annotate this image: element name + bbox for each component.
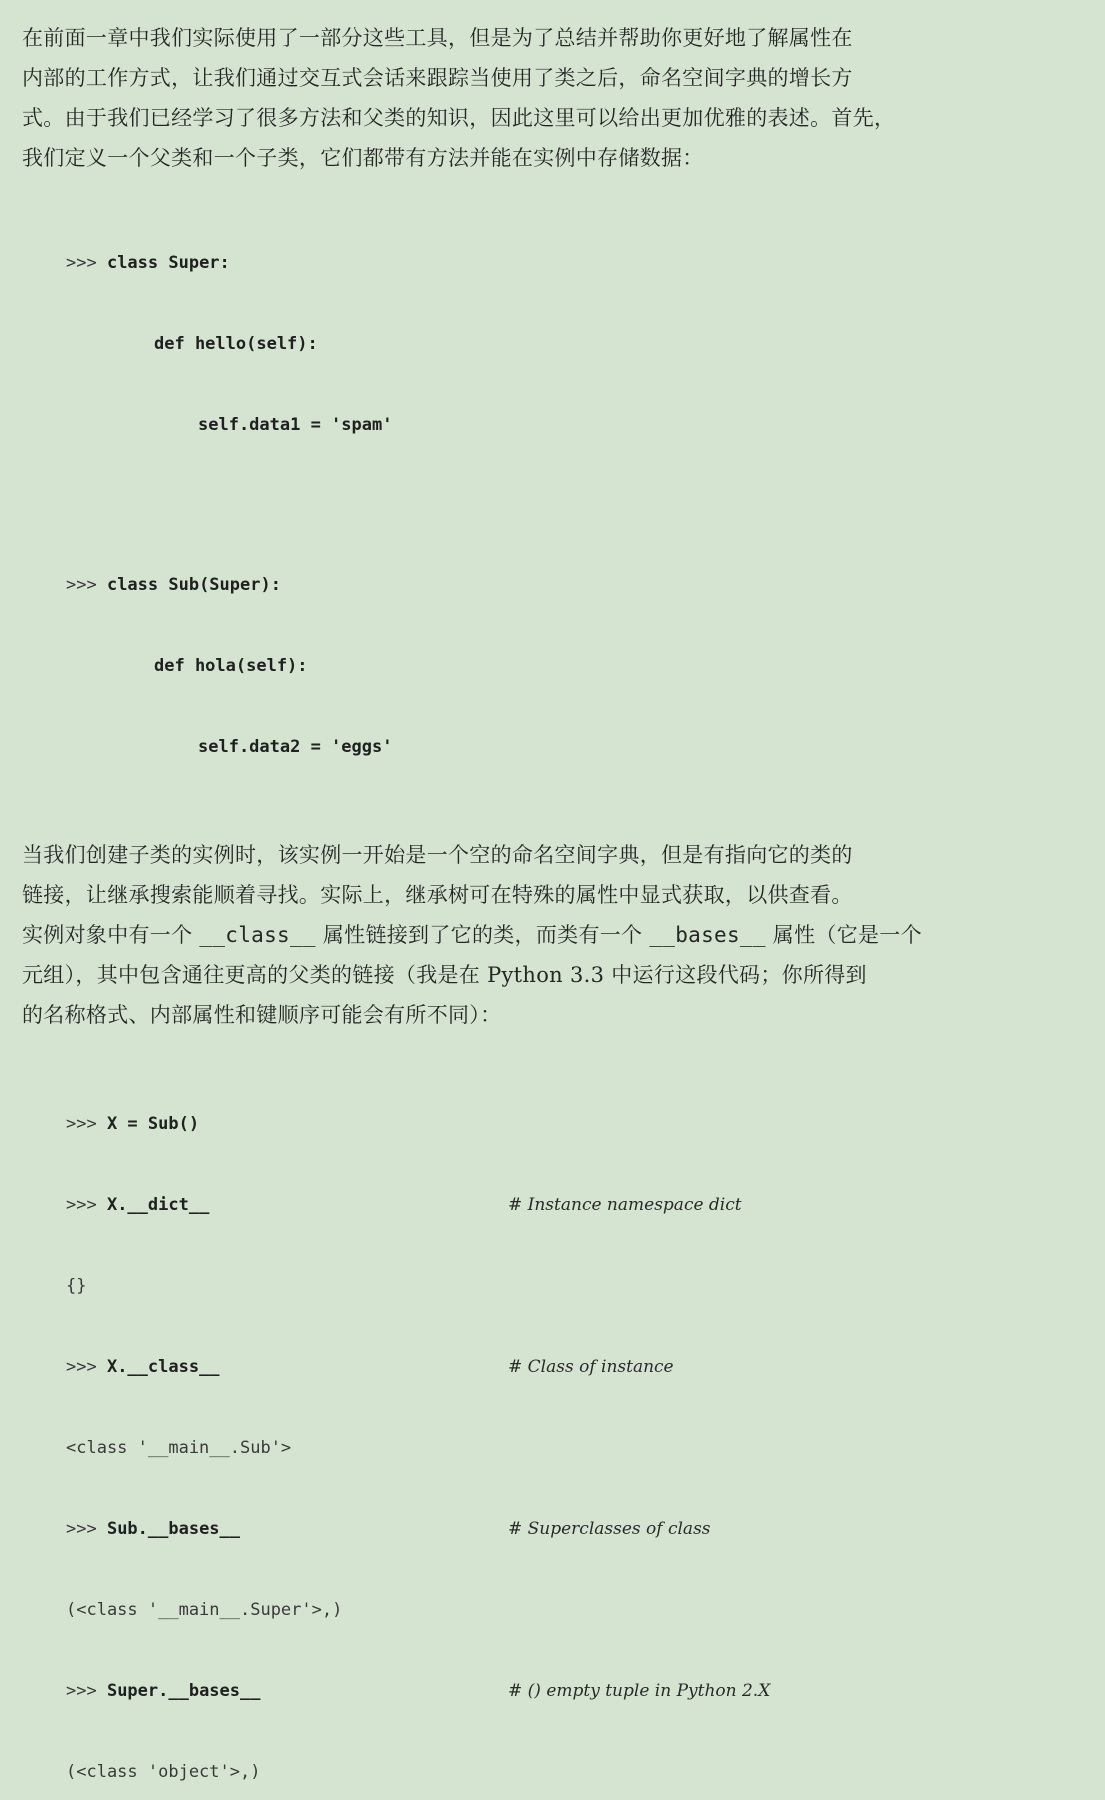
repl-prompt: >>> <box>66 1195 107 1215</box>
repl-prompt: >>> <box>66 1519 107 1539</box>
code-output-line <box>66 1597 1077 1624</box>
code-text: def hello(self): <box>154 334 318 354</box>
paragraph-line: 元组），其中包含通往更高的父类的链接（我是在 Python 3.3 中运行这段代码；你所得到 <box>22 963 867 987</box>
code-line <box>66 412 1077 439</box>
code-comment: # Instance namespace dict <box>508 1195 742 1215</box>
code-text: class Super: <box>106 253 230 273</box>
code-line <box>66 331 1077 358</box>
paragraph-line: 的名称格式、内部属性和键顺序可能会有所不同）： <box>22 1003 502 1027</box>
code-output: (<class 'object'>,) <box>66 1762 261 1782</box>
paragraph-line: 链接，让继承搜索能顺着寻找。实际上，继承树可在特殊的属性中显式获取，以供查看。 <box>22 883 853 907</box>
code-output-line <box>66 1273 1077 1300</box>
code-text: def hola(self): <box>154 656 308 676</box>
paragraph-text: 实例对象中有一个 <box>22 923 200 947</box>
code-line <box>66 1192 1077 1219</box>
code-comment: # Class of instance <box>508 1357 674 1377</box>
paragraph-line: 我们定义一个父类和一个子类，它们都带有方法并能在实例中存储数据： <box>22 146 704 170</box>
paragraph-line: 当我们创建子类的实例时，该实例一开始是一个空的命名空间字典，但是有指向它的类的 <box>22 843 853 867</box>
code-output-line <box>66 1759 1077 1786</box>
code-line <box>66 250 1077 277</box>
code-comment: # Superclasses of class <box>508 1519 711 1539</box>
code-text: X = Sub() <box>106 1114 200 1134</box>
inline-code-class: __class__ <box>199 923 316 947</box>
code-text: self.data1 = 'spam' <box>198 415 393 435</box>
code-line <box>66 1354 1077 1381</box>
paragraph-text: 属性链接到了它的类，而类有一个 <box>315 923 650 947</box>
repl-prompt: >>> <box>66 575 107 595</box>
code-output-line <box>66 1435 1077 1462</box>
code-text: class Sub(Super): <box>106 575 281 595</box>
code-line <box>66 1111 1077 1138</box>
code-text: self.data2 = 'eggs' <box>198 737 393 757</box>
code-line <box>66 1516 1077 1543</box>
code-text: X.__dict__ <box>106 1195 210 1215</box>
code-line <box>66 1678 1077 1705</box>
explanation-paragraph <box>22 835 1077 1035</box>
code-text: Sub.__bases__ <box>106 1519 241 1539</box>
repl-prompt: >>> <box>66 253 107 273</box>
intro-paragraph <box>22 18 1077 178</box>
paragraph-line: 式。由于我们已经学习了很多方法和父类的知识，因此这里可以给出更加优雅的表述。首先， <box>22 106 896 130</box>
paragraph-line: 在前面一章中我们实际使用了一部分这些工具，但是为了总结并帮助你更好地了解属性在 <box>22 26 853 50</box>
interactive-session-code-block <box>22 1057 1077 1800</box>
repl-prompt: >>> <box>66 1114 107 1134</box>
code-line <box>66 653 1077 680</box>
code-line <box>66 734 1077 761</box>
code-output: <class '__main__.Sub'> <box>66 1438 292 1458</box>
code-text: X.__class__ <box>106 1357 220 1377</box>
code-output: {} <box>66 1276 87 1296</box>
code-text: Super.__bases__ <box>106 1681 261 1701</box>
inline-code-bases: __bases__ <box>649 923 766 947</box>
class-definition-code-block <box>22 196 1077 815</box>
code-comment: # () empty tuple in Python 2.X <box>508 1681 771 1701</box>
paragraph-line <box>22 915 1077 955</box>
code-spacer <box>66 493 1077 518</box>
repl-prompt: >>> <box>66 1681 107 1701</box>
paragraph-line: 内部的工作方式，让我们通过交互式会话来跟踪当使用了类之后，命名空间字典的增长方 <box>22 66 853 90</box>
code-output: (<class '__main__.Super'>,) <box>66 1600 343 1620</box>
repl-prompt: >>> <box>66 1357 107 1377</box>
paragraph-text: 属性（它是一个 <box>765 923 922 947</box>
code-line <box>66 572 1077 599</box>
